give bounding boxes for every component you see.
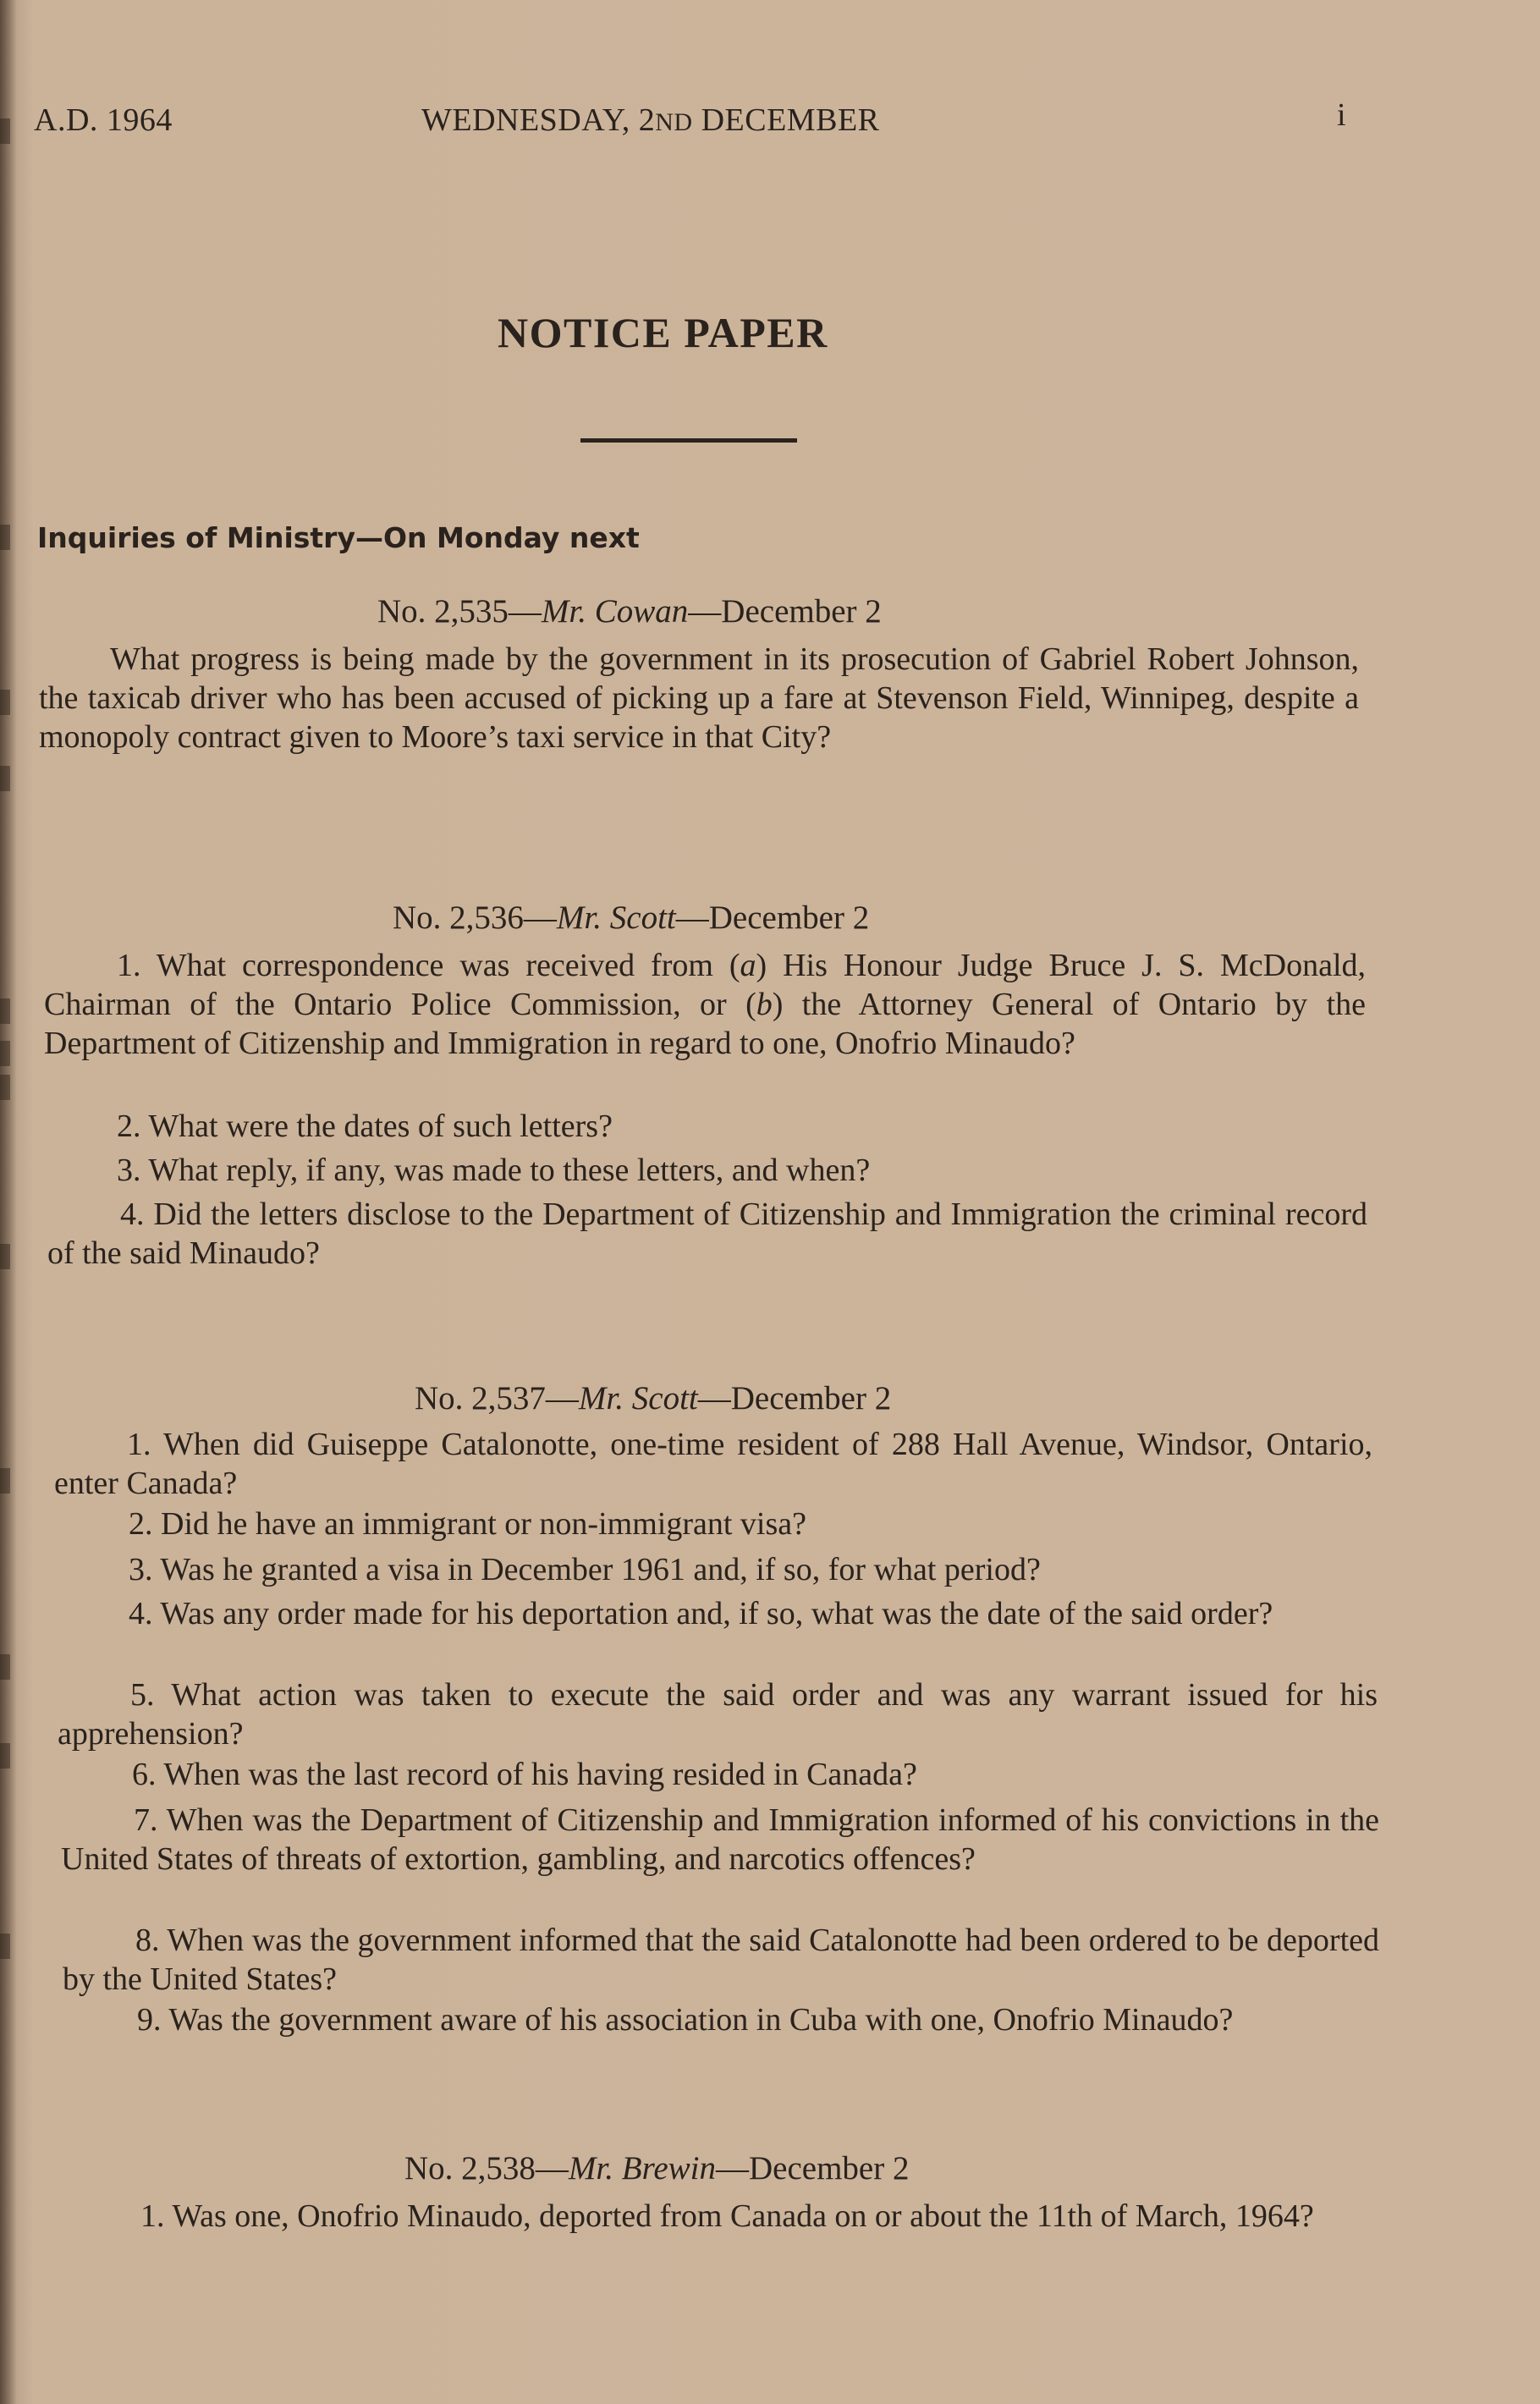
question-paragraph: 8. When was the government informed that the said Catalonotte had been ordered to be deported by the United States? — [63, 1923, 1379, 1997]
title-rule — [580, 438, 797, 443]
question-paragraph: 3. What reply, if any, was made to these letters, and when? — [117, 1152, 871, 1188]
page-header — [34, 97, 1354, 152]
binding-edge — [0, 0, 12, 2404]
question-paragraph: 4. Was any order made for his deportation and, if so, what was the date of the said order? — [129, 1596, 1273, 1631]
header-date: WEDNESDAY, 2ND DECEMBER — [421, 102, 880, 138]
page-title: NOTICE PAPER — [498, 309, 828, 356]
question-paragraph: 7. When was the Department of Citizenship and Immigration informed of his convictions in the United States of threats of extortion, gambling, and narcotics offences? — [61, 1802, 1379, 1877]
question-heading: No. 2,537—Mr. Scott—December 2 — [415, 1380, 892, 1417]
question-paragraph: 5. What action was taken to execute the said order and was any warrant issued for his apprehension? — [58, 1677, 1378, 1752]
question-heading: No. 2,536—Mr. Scott—December 2 — [393, 899, 870, 936]
question-paragraph: 4. Did the letters disclose to the Department of Citizenship and Immigration the criminal record of the said Minaudo? — [47, 1196, 1367, 1271]
page-number: i — [1337, 97, 1347, 133]
question-paragraph: 2. Did he have an immigrant or non-immigrant visa? — [129, 1506, 806, 1542]
question-paragraph: 9. Was the government aware of his association in Cuba with one, Onofrio Minaudo? — [137, 2002, 1234, 2038]
question-paragraph: 1. What correspondence was received from (a) His Honour Judge Bruce J. S. McDonald, Chairman of the Ontario Police Commission, or (b) the Attorney General of Ontario by the Department of Citizenship and Immigration in regard to one, Onofrio Minaudo? — [44, 948, 1367, 1061]
question-heading: No. 2,538—Mr. Brewin—December 2 — [404, 2150, 910, 2187]
header-year: A.D. 1964 — [34, 102, 173, 138]
section-heading: Inquiries of Ministry—On Monday next — [37, 521, 640, 554]
question-paragraph: 1. Was one, Onofrio Minaudo, deported from Canada on or about the 11th of March, 1964? — [140, 2198, 1314, 2234]
question-paragraph: 2. What were the dates of such letters? — [117, 1108, 613, 1144]
question-paragraph: 1. When did Guiseppe Catalonotte, one-time resident of 288 Hall Avenue, Windsor, Ontario, enter Canada? — [54, 1427, 1372, 1501]
question-paragraph: 3. Was he granted a visa in December 1961 and, if so, for what period? — [129, 1552, 1041, 1587]
question-paragraph: 6. When was the last record of his having resided in Canada? — [132, 1757, 917, 1792]
question-paragraph: What progress is being made by the government in its prosecution of Gabriel Robert Johnson, the taxicab driver who has been accused of picking up a fare at Stevenson Field, Winnipeg, despite a monopoly contract given to Moore’s taxi service in that City? — [39, 641, 1359, 755]
question-heading: No. 2,535—Mr. Cowan—December 2 — [377, 593, 882, 630]
